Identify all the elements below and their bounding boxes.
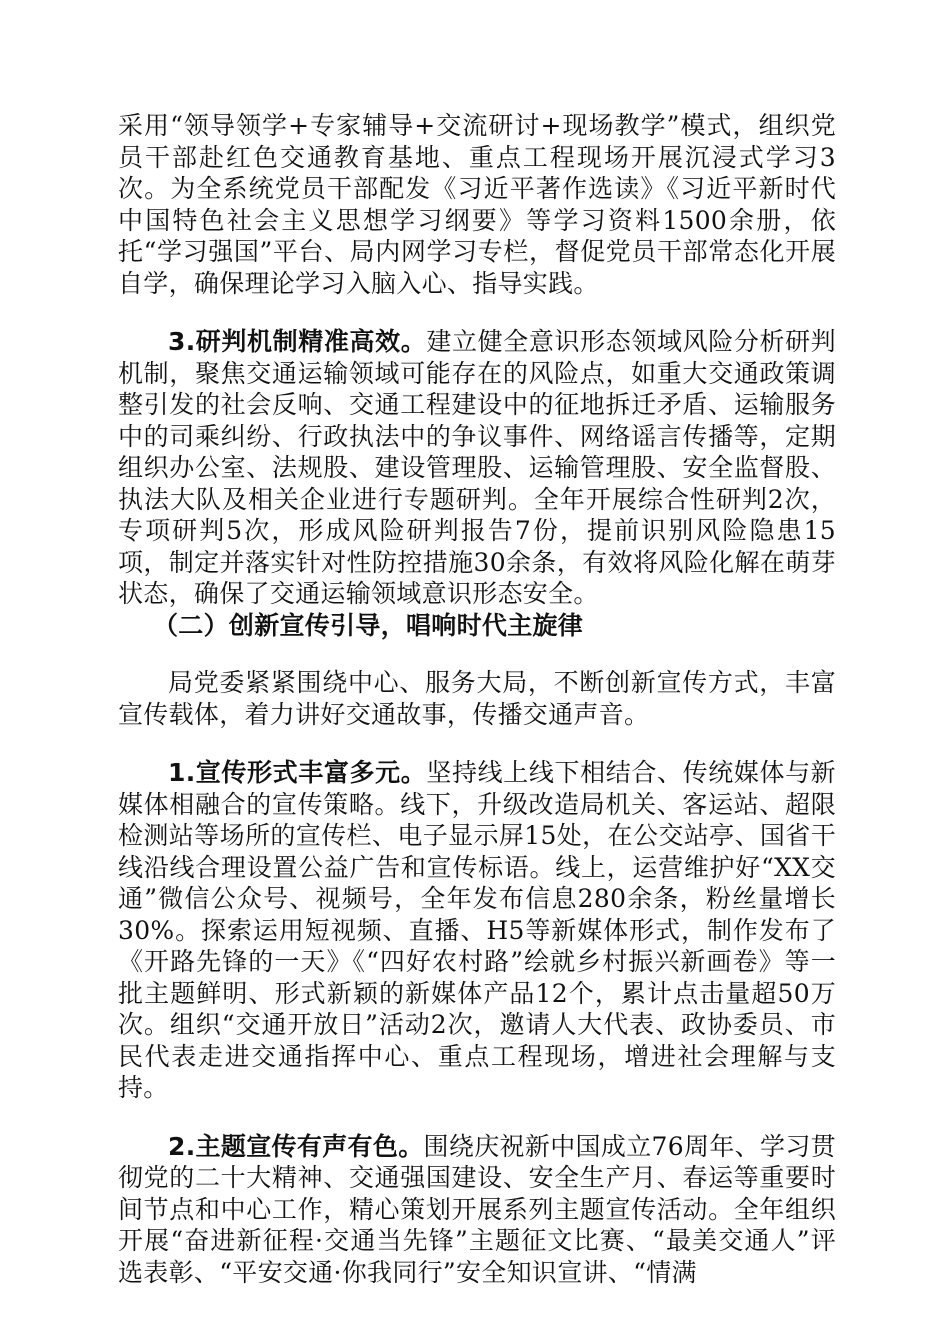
paragraph-text: 围绕庆祝新中国成立76周年、学习贯彻党的二十大精神、交通强国建设、安全生产月、春运等重要时间节点和中心工作，精心策划开展系列主题宣传活动。全年组织开展“奋进新征程·交通当先锋”主题征文比赛、“最美交通人”评选表彰、“平安交通·你我同行”安全知识宣讲、“情满 xyxy=(118,1131,836,1287)
paragraph-text: 建立健全意识形态领域风险分析研判机制，聚焦交通运输领域可能存在的风险点，如重大交通政策调整引发的社会反响、交通工程建设中的征地拆迁矛盾、运输服务中的司乘纠纷、行政执法中的争议事件、网络谣言传播等，定期组织办公室、法规股、建设管理股、运输管理股、安全监督股、执法大队及相关企业进行专题研判。全年开展综合性研判2次，专项研判5次，形成风险研判报告7份，提前识别风险隐患15项，制定并落实针对性防控措施30余条，有效将风险化解在萌芽状态，确保了交通运输领域意识形态安全。 xyxy=(118,327,836,608)
paragraph-lead: 2.主题宣传有声有色。 xyxy=(168,1131,424,1161)
paragraph-lead: 3.研判机制精准高效。 xyxy=(168,327,427,356)
paragraph-text: 局党委紧紧围绕中心、服务大局，不断创新宣传方式，丰富宣传载体，着力讲好交通故事，传播交通声音。 xyxy=(118,668,836,729)
paragraph-text: 坚持线上线下相结合、传统媒体与新媒体相融合的宣传策略。线下，升级改造局机关、客运站、超限检测站等场所的宣传栏、电子显示屏15处，在公交站亭、国省干线沿线合理设置公益广告和宣传标语。线上，运营维护好“XX交通”微信公众号、视频号，全年发布信息280余条，粉丝量增长30%。探索运用短视频、直播、H5等新媒体形式，制作发布了《开路先锋的一天》《“四好农村路”绘就乡村振兴新画卷》等一批主题鲜明、形式新颖的新媒体产品12个，累计点击量超50万次。组织“交通开放日”活动2次，邀请人大代表、政协委员、市民代表走进交通指挥中心、重点工程现场，增进社会理解与支持。 xyxy=(118,758,836,1102)
document-page xyxy=(118,110,836,1288)
paragraph-text: 采用“领导领学+专家辅导+交流研讨+现场教学”模式，组织党员干部赴红色交通教育基地、重点工程现场开展沉浸式学习3次。为全系统党员干部配发《习近平著作选读》《习近平新时代中国特色社会主义思想学习纲要》等学习资料1500余册，依托“学习强国”平台、局内网学习专栏，督促党员干部常态化开展自学，确保理论学习入脑入心、指导实践。 xyxy=(118,111,836,298)
paragraph-risk-assessment xyxy=(118,326,836,610)
paragraph-lead: 1.宣传形式丰富多元。 xyxy=(168,758,427,787)
paragraph-publicity-intro xyxy=(118,667,836,730)
section-heading: （二）创新宣传引导，唱响时代主旋律 xyxy=(153,610,584,640)
paragraph-study-mode xyxy=(118,110,836,299)
paragraph-publicity-forms xyxy=(118,757,836,1104)
paragraph-theme-publicity xyxy=(118,1131,836,1289)
